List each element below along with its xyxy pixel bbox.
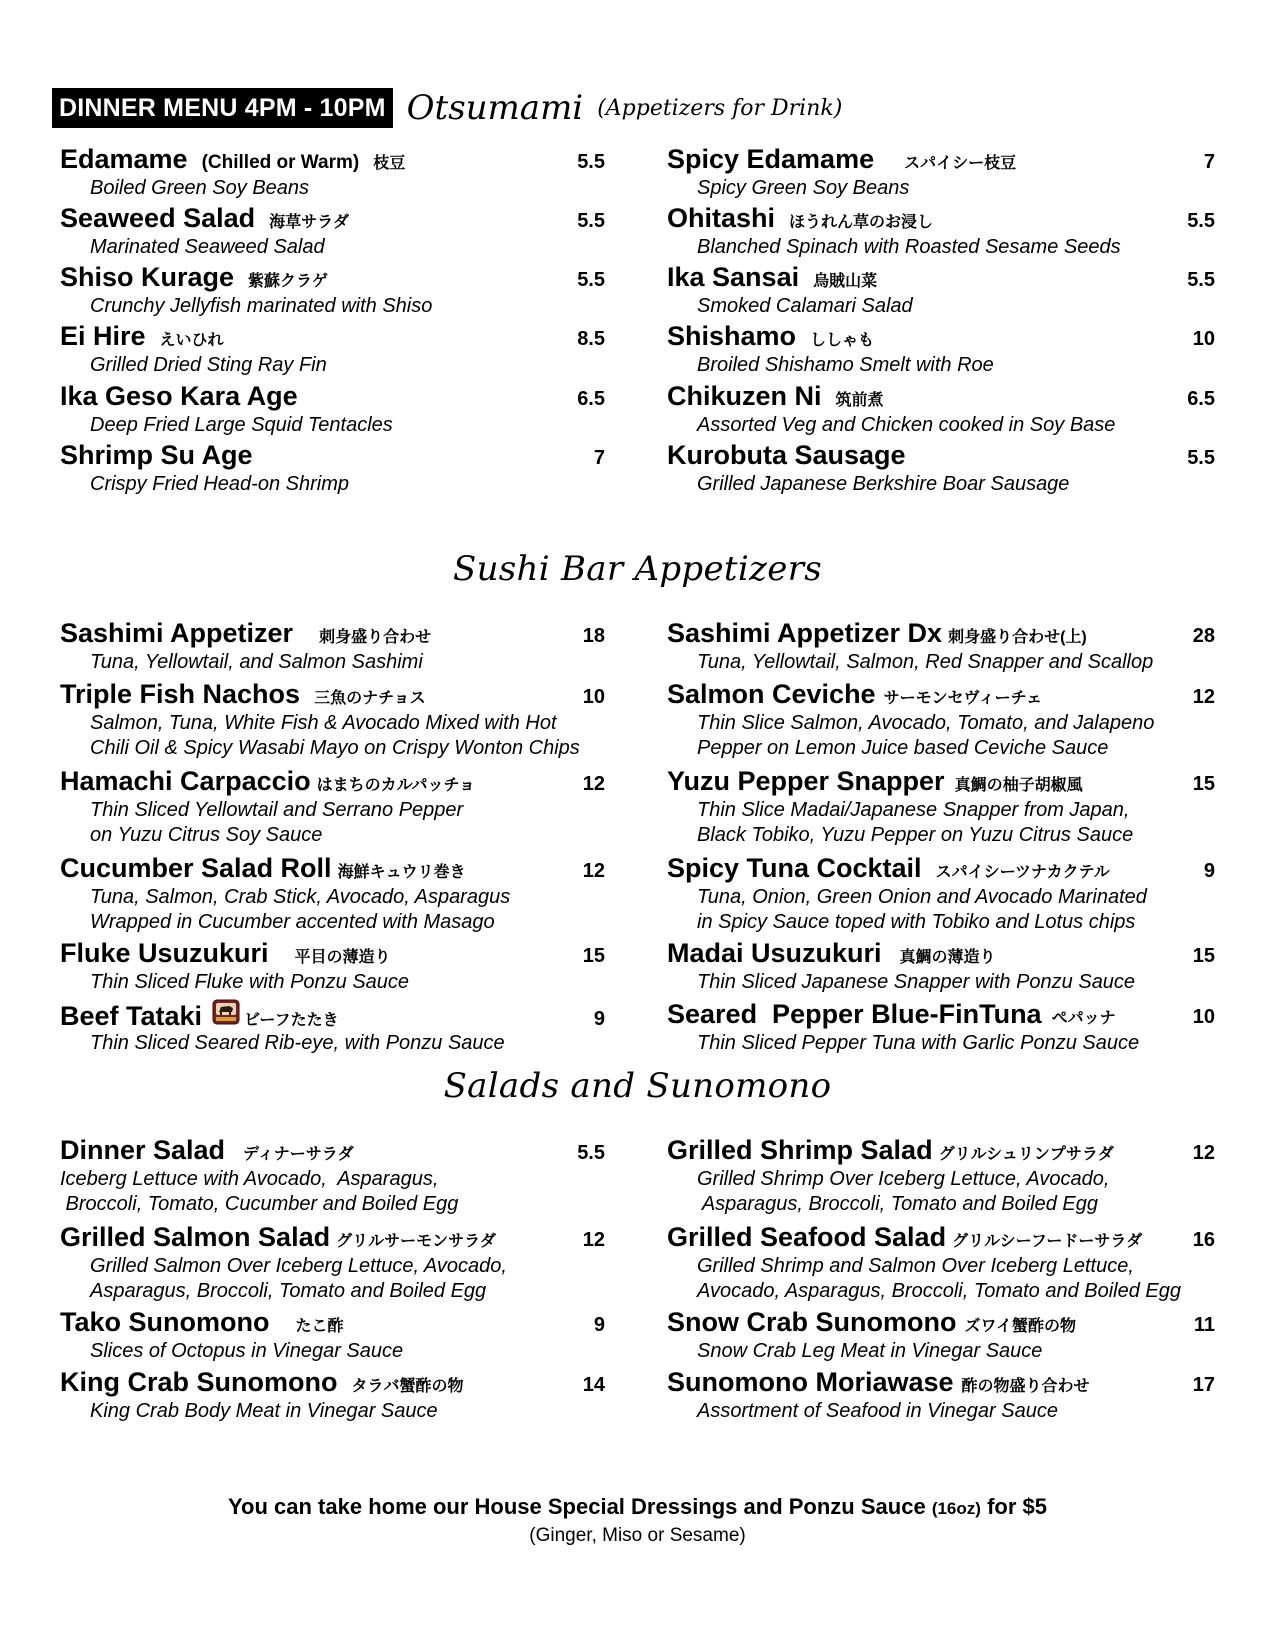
- item-description: Grilled Shrimp Over Iceberg Lettuce, Avocado, Asparagus, Broccoli, Tomato and Boiled Egg: [697, 1168, 1110, 1215]
- item-name: Ei Hire: [60, 321, 146, 351]
- item-price: 6.5: [577, 388, 605, 410]
- item-description: Tuna, Salmon, Crab Stick, Avocado, Asparagus Wrapped in Cucumber accented with Masago: [90, 886, 511, 933]
- menu-item: [60, 1307, 605, 1364]
- item-description: Assorted Veg and Chicken cooked in Soy Base: [697, 414, 1116, 436]
- otsumami-title: Otsumami: [406, 88, 584, 128]
- item-japanese-name: 刺身盛り合わせ: [319, 629, 432, 646]
- item-price: 14: [582, 1374, 605, 1396]
- item-description: Thin Slice Madai/Japanese Snapper from Japan, Black Tobiko, Yuzu Pepper on Yuzu Citrus Sauce: [697, 799, 1134, 846]
- item-japanese-name: スパイシーツナカクテル: [935, 864, 1110, 881]
- item-price: 12: [582, 773, 605, 795]
- item-name: Spicy Tuna Cocktail: [667, 853, 922, 883]
- item-price: 5.5: [577, 210, 605, 232]
- item-description: Marinated Seaweed Salad: [90, 236, 325, 258]
- menu-item: [60, 1367, 605, 1424]
- item-japanese-name: ズワイ蟹酢の物: [964, 1318, 1077, 1335]
- item-name: Seared Pepper Blue-FinTuna: [667, 999, 1042, 1029]
- menu-item: [60, 321, 605, 378]
- item-description: Iceberg Lettuce with Avocado, Asparagus, Broccoli, Tomato, Cucumber and Boiled Egg: [60, 1168, 459, 1215]
- menu-item: [667, 1222, 1215, 1304]
- item-japanese-name: 烏賊山菜: [813, 273, 878, 290]
- item-price: 12: [582, 1229, 605, 1251]
- item-japanese-name: 三魚のナチョス: [314, 690, 426, 707]
- item-japanese-name: ビーフたたき: [244, 1012, 339, 1029]
- item-description: Slices of Octopus in Vinegar Sauce: [90, 1340, 404, 1362]
- item-price: 10: [1192, 328, 1215, 350]
- take-home-price: for $5: [987, 1494, 1047, 1519]
- item-name: Spicy Edamame: [667, 144, 875, 174]
- dinner-menu-hours-badge: DINNER MENU 4PM - 10PM: [52, 88, 393, 128]
- item-description: Salmon, Tuna, White Fish & Avocado Mixed with Hot Chili Oil & Spicy Wasabi Mayo on Crispy Wonton Chips: [90, 712, 580, 759]
- menu-item: [667, 999, 1215, 1056]
- item-name: Cucumber Salad Roll: [60, 853, 332, 883]
- item-name: Ika Sansai: [667, 262, 800, 292]
- item-name: Sashimi Appetizer: [60, 618, 294, 648]
- otsumami-subtitle: (Appetizers for Drink): [597, 95, 843, 121]
- item-name: Salmon Ceviche: [667, 679, 876, 709]
- item-price: 18: [582, 625, 605, 647]
- item-name: Fluke Usuzukuri: [60, 938, 269, 968]
- section-title-salads: Salads and Sunomono: [443, 1066, 832, 1106]
- item-japanese-name: 海草サラダ: [269, 214, 349, 231]
- item-price: 5.5: [577, 269, 605, 291]
- item-description: Deep Fried Large Squid Tentacles: [90, 414, 393, 436]
- item-japanese-name: 枝豆: [373, 155, 406, 172]
- menu-item: [667, 203, 1215, 260]
- item-price: 5.5: [577, 151, 605, 173]
- item-price: 7: [593, 447, 605, 469]
- item-note: (Chilled or Warm): [201, 152, 360, 173]
- bottle-size: (16oz): [931, 1499, 981, 1518]
- item-description: Broiled Shishamo Smelt with Roe: [697, 354, 994, 376]
- item-description: Snow Crab Leg Meat in Vinegar Sauce: [697, 1340, 1043, 1362]
- item-name: Seaweed Salad: [60, 203, 256, 233]
- item-price: 12: [1192, 686, 1215, 708]
- item-name: Beef Tataki: [60, 1001, 203, 1031]
- item-name: Edamame: [60, 144, 188, 174]
- item-name: King Crab Sunomono: [60, 1367, 338, 1397]
- item-price: 8.5: [577, 328, 605, 350]
- item-description: King Crab Body Meat in Vinegar Sauce: [90, 1400, 438, 1422]
- menu-item: [60, 938, 605, 995]
- item-japanese-name: ほうれん草のお浸し: [789, 214, 934, 231]
- take-home-dressing-note: [0, 1494, 1275, 1520]
- item-japanese-name: 平目の薄造り: [294, 949, 391, 966]
- menu-item: [60, 766, 605, 848]
- item-description: Grilled Japanese Berkshire Boar Sausage: [697, 473, 1070, 495]
- item-name: Grilled Shrimp Salad: [667, 1135, 933, 1165]
- item-price: 28: [1192, 625, 1215, 647]
- menu-item: [667, 440, 1215, 497]
- item-price: 16: [1192, 1229, 1215, 1251]
- item-price: 15: [1192, 773, 1215, 795]
- menu-item: [60, 262, 605, 319]
- item-price: 12: [582, 860, 605, 882]
- take-home-text: You can take home our House Special Dressings and Ponzu Sauce: [228, 1494, 926, 1519]
- item-price: 9: [1203, 860, 1215, 882]
- item-description: Crispy Fried Head-on Shrimp: [90, 473, 349, 495]
- item-japanese-name: えいひれ: [159, 332, 224, 349]
- item-japanese-name: ぺパッナ: [1051, 1010, 1116, 1027]
- item-japanese-name: ししゃも: [810, 332, 875, 349]
- menu-item: [667, 321, 1215, 378]
- menu-item: [60, 144, 605, 201]
- menu-item: [60, 381, 605, 438]
- section-title-sushi-bar: Sushi Bar Appetizers: [452, 549, 822, 589]
- item-description: Assortment of Seafood in Vinegar Sauce: [697, 1400, 1058, 1422]
- item-description: Tuna, Yellowtail, Salmon, Red Snapper and Scallop: [697, 651, 1154, 673]
- item-japanese-name: サーモンセヴィーチェ: [883, 690, 1043, 707]
- item-description: Spicy Green Soy Beans: [697, 177, 910, 199]
- item-description: Boiled Green Soy Beans: [90, 177, 310, 199]
- menu-item: [667, 618, 1215, 675]
- item-japanese-name: グリルシーフードーサラダ: [952, 1233, 1143, 1250]
- menu-header: [52, 86, 842, 130]
- menu-item: [667, 853, 1215, 935]
- item-name: Madai Usuzukuri: [667, 938, 882, 968]
- item-price: 5.5: [1187, 210, 1215, 232]
- item-name: Grilled Salmon Salad: [60, 1222, 331, 1252]
- item-japanese-name: 真鯛の柚子胡椒風: [954, 777, 1083, 794]
- item-name: Shishamo: [667, 321, 797, 351]
- menu-item: [60, 999, 605, 1056]
- item-japanese-name: スパイシー枝豆: [904, 155, 1017, 172]
- dressing-flavors: (Ginger, Miso or Sesame): [529, 1525, 746, 1546]
- item-price: 5.5: [1187, 269, 1215, 291]
- item-description: Smoked Calamari Salad: [697, 295, 913, 317]
- item-description: Grilled Shrimp and Salmon Over Iceberg Lettuce, Avocado, Asparagus, Broccoli, Tomato and Boiled Egg: [697, 1255, 1182, 1302]
- item-japanese-name: 刺身盛り合わせ(上): [948, 629, 1087, 646]
- item-price: 12: [1192, 1142, 1215, 1164]
- beef-badge-icon: [212, 999, 240, 1025]
- item-name: Hamachi Carpaccio: [60, 766, 311, 796]
- item-price: 7: [1203, 151, 1215, 173]
- item-description: Grilled Salmon Over Iceberg Lettuce, Avocado, Asparagus, Broccoli, Tomato and Boiled Egg: [90, 1255, 507, 1302]
- item-name: Dinner Salad: [60, 1135, 226, 1165]
- item-japanese-name: タラバ蟹酢の物: [351, 1378, 464, 1395]
- item-japanese-name: はまちのカルパッチョ: [316, 777, 476, 794]
- item-name: Chikuzen Ni: [667, 381, 822, 411]
- item-price: 10: [1192, 1006, 1215, 1028]
- item-price: 9: [593, 1314, 605, 1336]
- menu-item: [667, 144, 1215, 201]
- item-name: Ohitashi: [667, 203, 776, 233]
- item-description: Crunchy Jellyfish marinated with Shiso: [90, 295, 433, 317]
- item-name: Tako Sunomono: [60, 1307, 270, 1337]
- item-price: 15: [582, 945, 605, 967]
- menu-item: [60, 853, 605, 935]
- item-price: 15: [1192, 945, 1215, 967]
- menu-item: [60, 203, 605, 260]
- item-name: Shrimp Su Age: [60, 440, 253, 470]
- item-description: Blanched Spinach with Roasted Sesame Seeds: [697, 236, 1121, 258]
- item-description: Tuna, Onion, Green Onion and Avocado Marinated in Spicy Sauce toped with Tobiko and Lotus chips: [697, 886, 1147, 933]
- menu-item: [667, 381, 1215, 438]
- item-japanese-name: たこ酢: [295, 1318, 344, 1335]
- item-japanese-name: 筑前煮: [835, 392, 884, 409]
- item-name: Shiso Kurage: [60, 262, 235, 292]
- item-japanese-name: 紫蘇クラゲ: [248, 273, 329, 290]
- menu-item: [667, 1135, 1215, 1217]
- item-name: Yuzu Pepper Snapper: [667, 766, 945, 796]
- item-description: Thin Sliced Fluke with Ponzu Sauce: [90, 971, 410, 993]
- item-price: 6.5: [1187, 388, 1215, 410]
- item-name: Grilled Seafood Salad: [667, 1222, 947, 1252]
- item-description: Thin Sliced Pepper Tuna with Garlic Ponzu Sauce: [697, 1032, 1140, 1054]
- item-price: 17: [1192, 1374, 1215, 1396]
- menu-item: [667, 766, 1215, 848]
- menu-item: [60, 1222, 605, 1304]
- menu-item: [60, 679, 605, 761]
- menu-item: [60, 1135, 605, 1217]
- item-name: Kurobuta Sausage: [667, 440, 906, 470]
- item-name: Sunomono Moriawase: [667, 1367, 954, 1397]
- item-japanese-name: 酢の物盛り合わせ: [961, 1378, 1090, 1395]
- item-description: Thin Sliced Yellowtail and Serrano Pepper on Yuzu Citrus Soy Sauce: [90, 799, 464, 846]
- item-name: Snow Crab Sunomono: [667, 1307, 957, 1337]
- item-price: 5.5: [1187, 447, 1215, 469]
- menu-item: [667, 679, 1215, 761]
- item-price: 10: [582, 686, 605, 708]
- menu-item: [667, 262, 1215, 319]
- menu-item: [60, 618, 605, 675]
- item-description: Thin Sliced Japanese Snapper with Ponzu Sauce: [697, 971, 1136, 993]
- item-price: 5.5: [577, 1142, 605, 1164]
- item-description: Grilled Dried Sting Ray Fin: [90, 354, 327, 376]
- item-name: Ika Geso Kara Age: [60, 381, 298, 411]
- item-japanese-name: グリルサーモンサラダ: [336, 1233, 496, 1250]
- item-japanese-name: グリルシュリンプサラダ: [938, 1146, 1114, 1163]
- item-japanese-name: ディナーサラダ: [243, 1146, 354, 1163]
- menu-item: [667, 938, 1215, 995]
- item-name: Triple Fish Nachos: [60, 679, 301, 709]
- item-name: Sashimi Appetizer Dx: [667, 618, 943, 648]
- menu-item: [667, 1307, 1215, 1364]
- item-description: Tuna, Yellowtail, and Salmon Sashimi: [90, 651, 423, 673]
- item-price: 9: [593, 1008, 605, 1030]
- item-description: Thin Slice Salmon, Avocado, Tomato, and Jalapeno Pepper on Lemon Juice based Ceviche Sauce: [697, 712, 1155, 759]
- menu-item: [667, 1367, 1215, 1424]
- item-price: 11: [1193, 1314, 1215, 1336]
- item-description: Thin Sliced Seared Rib-eye, with Ponzu Sauce: [90, 1032, 505, 1054]
- menu-item: [60, 440, 605, 497]
- item-japanese-name: 真鯛の薄造り: [899, 949, 996, 966]
- item-japanese-name: 海鮮キュウリ巻き: [337, 864, 466, 881]
